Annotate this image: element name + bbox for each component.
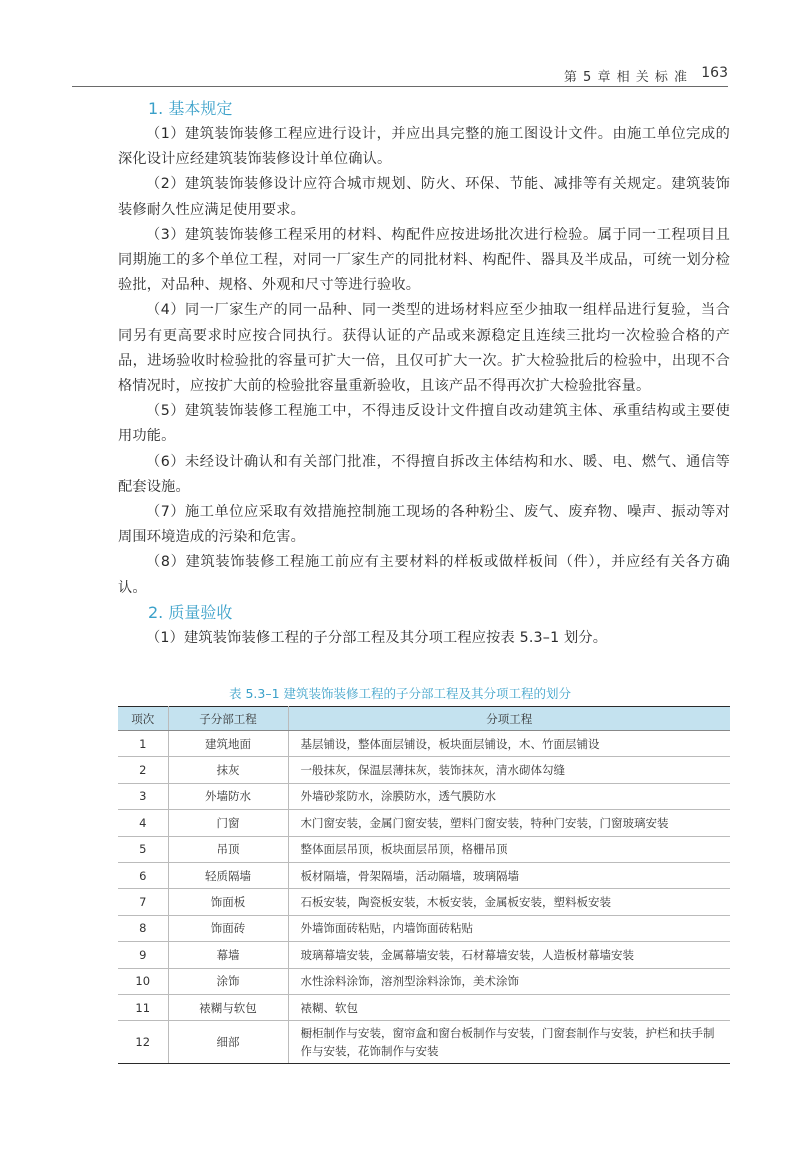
cell-no: 7 — [118, 889, 168, 915]
cell-no: 11 — [118, 994, 168, 1020]
paragraph: （2）建筑装饰装修设计应符合城市规划、防火、环保、节能、减排等有关规定。建筑装饰装修耐久性应满足使用要求。 — [118, 176, 730, 218]
paragraph: （7）施工单位应采取有效措施控制施工现场的各种粉尘、废气、废弃物、噪声、振动等对周围环境造成的污染和危害。 — [118, 504, 730, 546]
paragraph: （8）建筑装饰装修工程施工前应有主要材料的样板或做样板间（件），并应经有关各方确认。 — [118, 554, 730, 596]
cell-items: 木门窗安装，金属门窗安装，塑料门窗安装，特种门安装，门窗玻璃安装 — [288, 810, 730, 836]
chapter-title: 第 5 章 相 关 标 准 — [563, 70, 688, 85]
table-row — [118, 994, 730, 1020]
header-cell-items: 分项工程 — [288, 707, 730, 731]
table-row — [118, 915, 730, 941]
cell-items: 裱糊、软包 — [288, 994, 730, 1020]
cell-no: 6 — [118, 862, 168, 888]
section-title-acceptance: 2. 质量验收 — [148, 602, 233, 622]
cell-no: 5 — [118, 836, 168, 862]
cell-items: 水性涂料涂饰，溶剂型涂料涂饰，美术涂饰 — [288, 968, 730, 994]
header-cell-no: 项次 — [118, 707, 168, 731]
paragraph: （5）建筑装饰装修工程施工中，不得违反设计文件擅自改动建筑主体、承重结构或主要使用功能。 — [118, 403, 730, 445]
table-header-row — [118, 707, 730, 731]
division-table — [118, 706, 730, 1064]
cell-subdivision: 饰面板 — [168, 889, 288, 915]
cell-subdivision: 外墙防水 — [168, 783, 288, 809]
cell-subdivision: 门窗 — [168, 810, 288, 836]
table-row — [118, 731, 730, 757]
paragraph: （1）建筑装饰装修工程应进行设计，并应出具完整的施工图设计文件。由施工单位完成的深化设计应经建筑装饰装修设计单位确认。 — [118, 126, 730, 168]
cell-subdivision: 抹灰 — [168, 757, 288, 783]
cell-items: 石板安装，陶瓷板安装，木板安装，金属板安装，塑料板安装 — [288, 889, 730, 915]
cell-no: 1 — [118, 731, 168, 757]
cell-no: 9 — [118, 942, 168, 968]
cell-items: 玻璃幕墙安装，金属幕墙安装，石材幕墙安装，人造板材幕墙安装 — [288, 942, 730, 968]
paragraph: （4）同一厂家生产的同一品种、同一类型的进场材料应至少抽取一组样品进行复验，当合同另有更高要求时应按合同执行。获得认证的产品或来源稳定且连续三批均一次检验合格的产品，进场验收时检验批的容量可扩大一倍，且仅可扩大一次。扩大检验批后的检验中，出现不合格情况时，应按扩大前的检验批容量重新验收，且该产品不得再次扩大检验批容量。 — [118, 302, 730, 395]
table-row — [118, 942, 730, 968]
running-header — [72, 62, 728, 86]
table-row — [118, 757, 730, 783]
table-row — [118, 783, 730, 809]
cell-subdivision: 饰面砖 — [168, 915, 288, 941]
cell-items: 外墙饰面砖粘贴，内墙饰面砖粘贴 — [288, 915, 730, 941]
table-row — [118, 968, 730, 994]
cell-subdivision: 裱糊与软包 — [168, 994, 288, 1020]
table-row — [118, 862, 730, 888]
cell-no: 3 — [118, 783, 168, 809]
cell-subdivision: 幕墙 — [168, 942, 288, 968]
paragraph: （6）未经设计确认和有关部门批准，不得擅自拆改主体结构和水、暖、电、燃气、通信等配套设施。 — [118, 453, 730, 495]
table-row — [118, 889, 730, 915]
cell-no: 2 — [118, 757, 168, 783]
cell-no: 8 — [118, 915, 168, 941]
section-title-basic: 1. 基本规定 — [148, 99, 233, 118]
cell-items: 整体面层吊顶，板块面层吊顶，格栅吊顶 — [288, 836, 730, 862]
paragraph: （1）建筑装饰装修工程的子分部工程及其分项工程应按表 5.3–1 划分。 — [146, 629, 608, 646]
cell-subdivision: 吊顶 — [168, 836, 288, 862]
body-text — [118, 97, 730, 651]
table-row — [118, 810, 730, 836]
header-rule — [72, 86, 728, 87]
cell-subdivision: 涂饰 — [168, 968, 288, 994]
cell-items: 橱柜制作与安装，窗帘盒和窗台板制作与安装，门窗套制作与安装，护栏和扶手制作与安装，花饰制作与安装 — [288, 1021, 730, 1064]
table-row — [118, 1021, 730, 1064]
page-number: 163 — [701, 65, 728, 81]
cell-subdivision: 轻质隔墙 — [168, 862, 288, 888]
cell-subdivision: 建筑地面 — [168, 731, 288, 757]
cell-no: 4 — [118, 810, 168, 836]
cell-no: 10 — [118, 968, 168, 994]
table-row — [118, 836, 730, 862]
paragraph: （3）建筑装饰装修工程采用的材料、构配件应按进场批次进行检验。属于同一工程项目且同期施工的多个单位工程，对同一厂家生产的同批材料、构配件、器具及半成品，可统一划分检验批，对品种、规格、外观和尺寸等进行验收。 — [118, 226, 730, 294]
cell-items: 一般抹灰，保温层薄抹灰，装饰抹灰，清水砌体勾缝 — [288, 757, 730, 783]
cell-items: 基层铺设，整体面层铺设，板块面层铺设，木、竹面层铺设 — [288, 731, 730, 757]
cell-items: 板材隔墙，骨架隔墙，活动隔墙，玻璃隔墙 — [288, 862, 730, 888]
header-cell-subdivision: 子分部工程 — [168, 707, 288, 731]
cell-items: 外墙砂浆防水，涂膜防水，透气膜防水 — [288, 783, 730, 809]
cell-no: 12 — [118, 1021, 168, 1064]
cell-subdivision: 细部 — [168, 1021, 288, 1064]
table-caption: 表 5.3–1 建筑装饰装修工程的子分部工程及其分项工程的划分 — [228, 686, 572, 701]
